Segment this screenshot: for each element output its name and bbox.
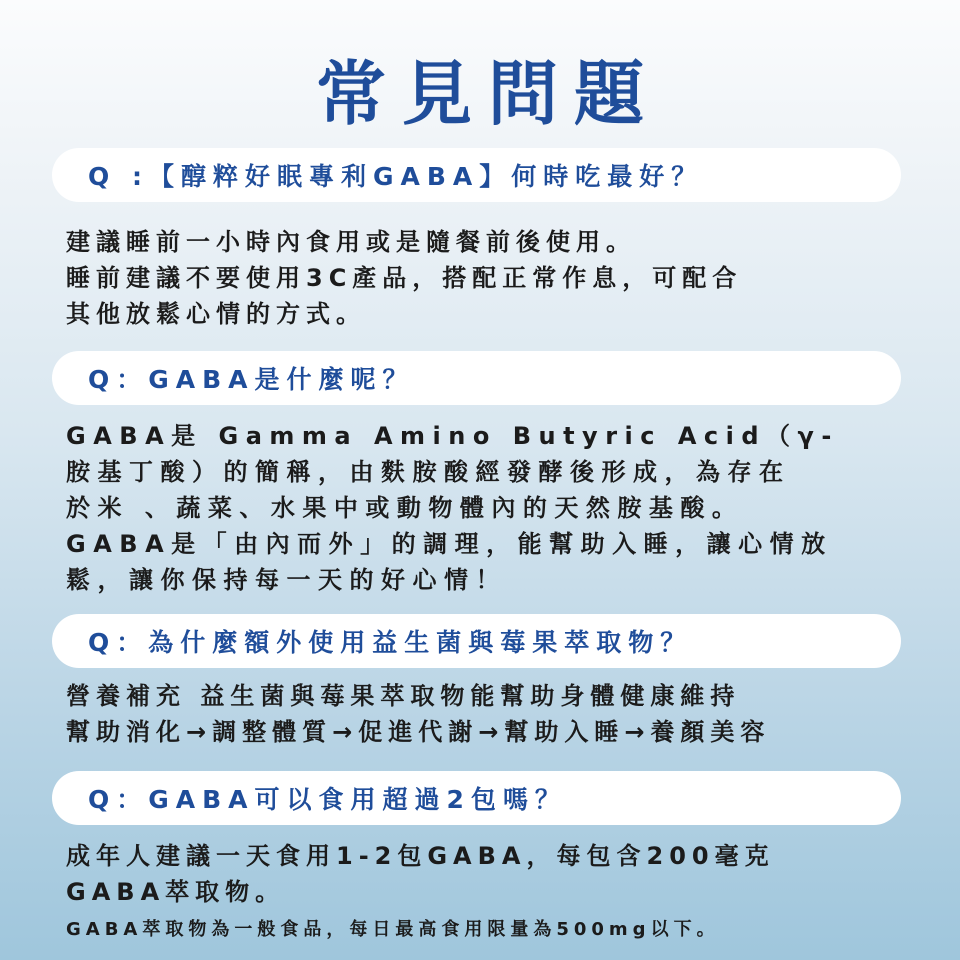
- answer-line: 其他放鬆心情的方式。: [66, 300, 366, 328]
- faq-answer-more-than-two-packs: [66, 838, 916, 944]
- answer-line: 營養補充 益生菌與莓果萃取物能幫助身體健康維持: [66, 682, 741, 710]
- faq-question-text: Q：GABA是什麼呢？: [88, 365, 415, 394]
- faq-question-what-is-gaba: [52, 351, 901, 405]
- answer-line: 於米 、蔬菜、水果中或動物體內的天然胺基酸。: [66, 494, 744, 522]
- faq-answer-what-is-gaba: [66, 418, 916, 598]
- answer-line: 幫助消化→調整體質→促進代謝→幫助入睡→養顏美容: [66, 718, 771, 746]
- answer-line: 睡前建議不要使用3C產品，搭配正常作息，可配合: [66, 264, 743, 292]
- faq-question-when-to-take: [52, 148, 901, 202]
- page-title: 常見問題: [316, 53, 660, 135]
- faq-question-text: Q：GABA可以食用超過2包嗎？: [88, 785, 567, 814]
- faq-question-why-probiotics-berry: [52, 614, 901, 668]
- faq-answer-when-to-take: [66, 224, 916, 332]
- answer-line: GABA是「由內而外」的調理，能幫助入睡，讓心情放: [66, 530, 833, 558]
- faq-question-more-than-two-packs: [52, 771, 901, 825]
- answer-line: 建議睡前一小時內食用或是隨餐前後使用。: [66, 228, 636, 256]
- faq-answer-why-probiotics-berry: [66, 678, 916, 750]
- faq-question-text: Q：為什麼額外使用益生菌與莓果萃取物？: [88, 628, 693, 657]
- answer-line: 鬆，讓你保持每一天的好心情！: [66, 566, 507, 594]
- answer-line: GABA萃取物。: [66, 878, 286, 906]
- answer-note: GABA萃取物為一般食品，每日最高食用限量為500mg以下。: [66, 919, 720, 940]
- answer-line: GABA是 Gamma Amino Butyric Acid（γ-: [66, 422, 839, 450]
- faq-question-text: Q :【醇粹好眠專利GABA】何時吃最好？: [88, 162, 704, 191]
- answer-line: 胺基丁酸）的簡稱，由麩胺酸經發酵後形成，為存在: [66, 458, 791, 486]
- answer-line: 成年人建議一天食用1-2包GABA，每包含200毫克: [66, 842, 775, 870]
